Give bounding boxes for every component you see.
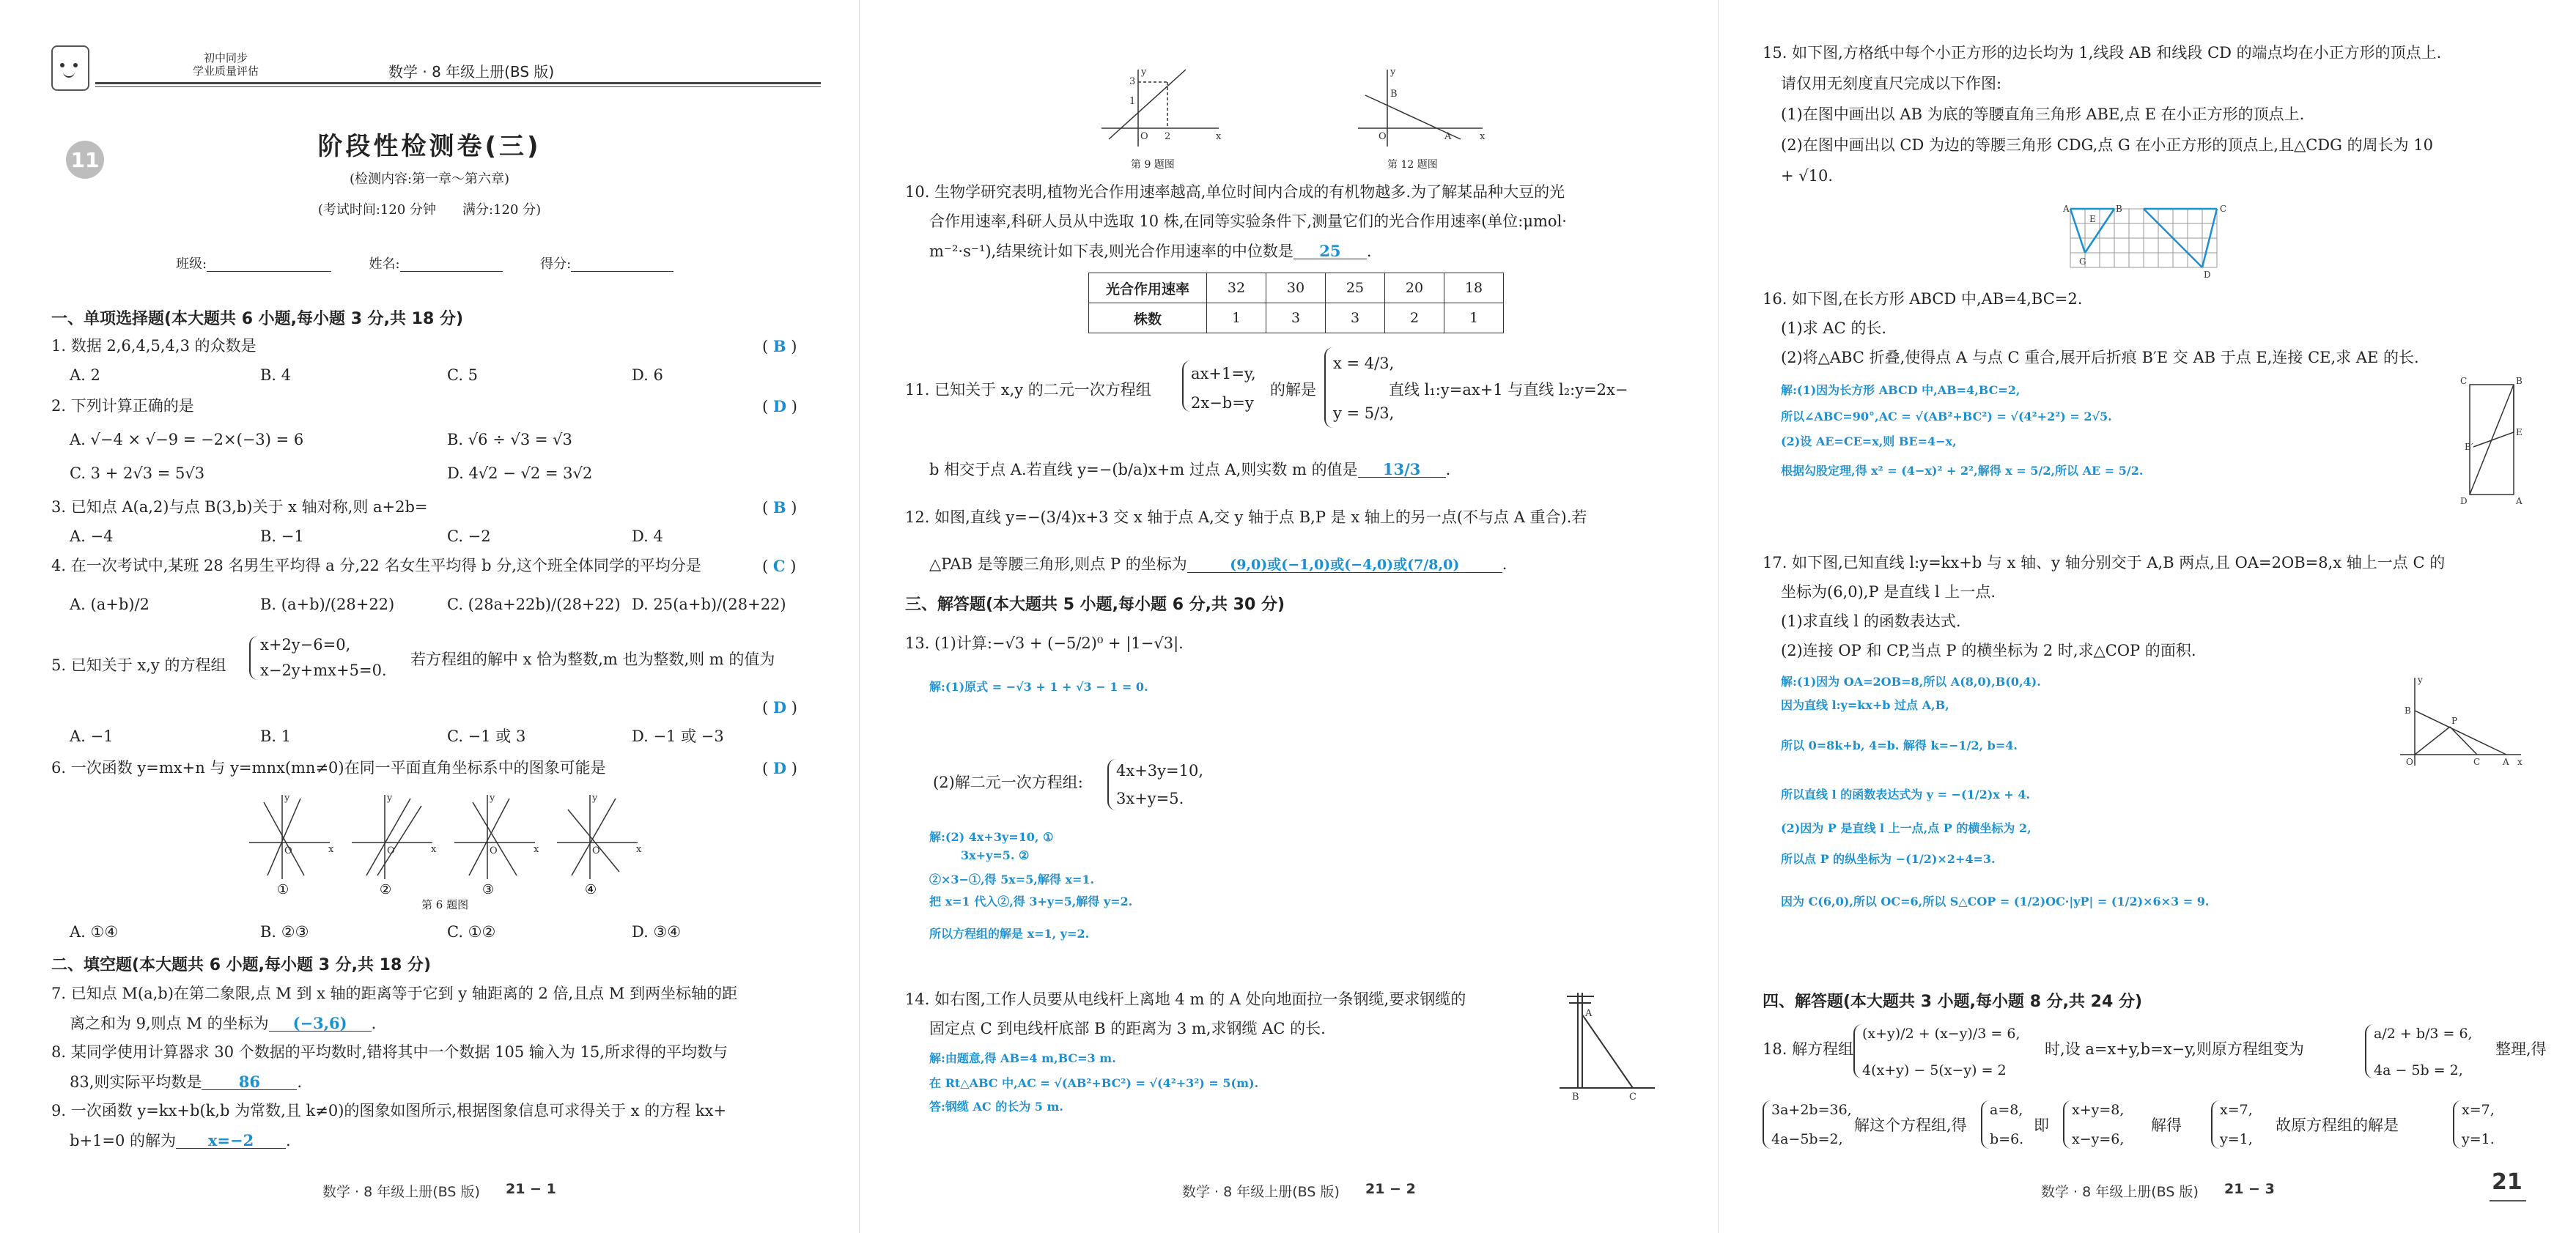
q6-label-2: ② [380, 882, 392, 897]
q16-sol-1: 解:(1)因为长方形 ABCD 中,AB=4,BC=2, [1781, 383, 2020, 397]
paper-number-badge: 11 [66, 141, 104, 179]
q18-sys-8: b=6. [1990, 1131, 2024, 1147]
table-cell: 3 [1326, 303, 1385, 333]
q3-answer: ( B ) [762, 498, 797, 516]
q18-brace-6 [2211, 1100, 2220, 1149]
student-info [176, 258, 673, 272]
q18-sys-5: 3a+2b=36, [1771, 1102, 1852, 1118]
q13a-stem: 13. (1)计算:−√3 + (−5/2)⁰ + |1−√3|. [905, 634, 1184, 652]
q11-sol-2: y = 5/3, [1333, 404, 1395, 422]
paper-title: 阶段性检测卷(三) [317, 132, 542, 161]
table-row [1089, 303, 1504, 333]
q13b-stem: (2)解二元一次方程组: [933, 774, 1083, 791]
footer-subject-p3: 数学 · 8 年级上册(BS 版) [2041, 1184, 2199, 1200]
q10-line-1: 10. 生物学研究表明,植物光合作用速率越高,单位时间内合成的有机物越多.为了解某品种大豆的光 [905, 183, 1565, 201]
q18-text-3: 整理,得 [2495, 1040, 2547, 1058]
q18-text-5: 即 [2034, 1117, 2049, 1134]
q6-answer: ( D ) [762, 759, 797, 777]
table-cell: 20 [1385, 273, 1444, 303]
q10-line-2: 合作用速率,科研人员从中选取 10 株,在同等实验条件下,测量它们的光合作用速率(单位:μmol· [929, 212, 1567, 230]
svg-text:3: 3 [1129, 76, 1136, 87]
q7-answer: (−3,6) [269, 1015, 372, 1032]
q18-text-2: 时,设 a=x+y,b=x−y,则原方程组变为 [2045, 1040, 2304, 1058]
q17-line-3: (1)求直线 l 的函数表达式. [1781, 612, 1961, 630]
q1-option-d: D. 6 [632, 366, 663, 384]
q6-caption: 第 6 题图 [421, 898, 469, 911]
q11-answer: 13/3 [1358, 462, 1446, 478]
name-field[interactable] [400, 258, 503, 272]
fig-12-graph [1351, 66, 1490, 154]
q18-sys-14: y=1. [2462, 1131, 2495, 1147]
table-cell: 1 [1207, 303, 1266, 333]
q4-option-c: C. (28a+22b)/(28+22) [447, 596, 621, 613]
table-cell: 18 [1444, 273, 1504, 303]
q4-answer: ( C ) [762, 557, 797, 575]
table-cell: 25 [1326, 273, 1385, 303]
q6-label-1: ① [277, 882, 289, 897]
table-row [1089, 273, 1504, 303]
svg-text:O: O [490, 845, 498, 856]
page-2 [859, 0, 1719, 1233]
score-field[interactable] [571, 258, 673, 272]
q2-answer: ( D ) [762, 397, 797, 415]
q3-option-b: B. −1 [260, 527, 304, 545]
svg-text:A: A [2516, 496, 2523, 506]
table-cell: 光合作用速率 [1089, 273, 1207, 303]
q11-post: 直线 l₁:y=ax+1 与直线 l₂:y=2x− [1389, 381, 1628, 399]
footer-page-3: 21 − 3 [2224, 1181, 2275, 1197]
q15-line-1: 15. 如下图,方格纸中每个小正方形的边长均为 1,线段 AB 和线段 CD 的端点均在小正方形的顶点上. [1763, 44, 2442, 62]
q17-line-2: 坐标为(6,0),P 是直线 l 上一点. [1781, 583, 1996, 601]
svg-text:x: x [1216, 131, 1222, 142]
svg-text:C: C [2220, 204, 2227, 214]
q13b-sol-4: 把 x=1 代入②,得 3+y=5,解得 y=2. [929, 895, 1133, 908]
svg-text:D: D [2460, 496, 2468, 506]
q9-line-1: 9. 一次函数 y=kx+b(k,b 为常数,且 k≠0)的图象如图所示,根据图象信息可求得关于 x 的方程 kx+ [51, 1102, 727, 1119]
svg-text:B′: B′ [2465, 442, 2473, 452]
svg-text:x: x [1480, 131, 1486, 142]
svg-text:B: B [2405, 706, 2411, 716]
svg-text:y: y [2418, 675, 2423, 685]
section-1-title: 一、单项选择题(本大题共 6 小题,每小题 3 分,共 18 分) [51, 310, 464, 328]
q2-stem: 2. 下列计算正确的是 [51, 397, 194, 415]
q18-brace-3 [1763, 1100, 1771, 1149]
q6-graphs [235, 788, 689, 897]
svg-text:O: O [387, 845, 395, 856]
q15-line-3: (1)在图中画出以 AB 为底的等腰直角三角形 ABE,点 E 在小正方形的顶点上. [1781, 105, 2305, 123]
footer-page-1: 21 − 1 [506, 1181, 556, 1197]
q1-option-b: B. 4 [260, 366, 292, 384]
q6-option-a: A. ①④ [70, 923, 119, 941]
q14-line-1: 14. 如右图,工作人员要从电线杆上离地 4 m 的 A 处向地面拉一条钢缆,要求钢缆的 [905, 991, 1466, 1008]
q16-sol-4: 根据勾股定理,得 x² = (4−x)² + 2²,解得 x = 5/2,所以 AE = 5/2. [1781, 464, 2144, 478]
q18-brace-7 [2453, 1100, 2462, 1149]
paper-scope: (检测内容:第一章～第六章) [349, 171, 510, 187]
q10-table [1088, 273, 1504, 333]
q17-sol-1: 解:(1)因为 OA=2OB=8,所以 A(8,0),B(0,4). [1781, 675, 2041, 689]
svg-text:B: B [1572, 1092, 1579, 1103]
q5-option-d: D. −1 或 −3 [632, 727, 724, 745]
q9-line-2: b+1=0 的解为 x=−2 . [70, 1131, 291, 1149]
svg-text:2: 2 [1165, 131, 1171, 142]
svg-text:y: y [1390, 67, 1396, 78]
svg-text:B: B [2516, 376, 2523, 386]
svg-text:O: O [1379, 131, 1387, 142]
q16-sol-3: (2)设 AE=CE=x,则 BE=4−x, [1781, 434, 1957, 448]
q17-sol-3: 所以 0=8k+b, 4=b. 解得 k=−1/2, b=4. [1781, 738, 2018, 752]
q8-line-1: 8. 某同学使用计算器求 30 个数据的平均数时,错将其中一个数据 105 输入为 15,所求得的平均数与 [51, 1043, 728, 1061]
svg-text:C: C [2460, 376, 2468, 386]
q11-line-2: b 相交于点 A.若直线 y=−(b/a)x+m 过点 A,则实数 m 的值是 13/3 . [929, 460, 1451, 478]
q17-line-figure [2393, 674, 2525, 769]
q5-option-c: C. −1 或 3 [447, 727, 526, 745]
table-cell: 1 [1444, 303, 1504, 333]
q3-option-c: C. −2 [447, 527, 491, 545]
score-label: 得分: [540, 256, 572, 272]
svg-text:A: A [2503, 757, 2509, 767]
q17-sol-5: (2)因为 P 是直线 l 上一点,点 P 的横坐标为 2, [1781, 821, 2031, 835]
q17-line-4: (2)连接 OP 和 CP,当点 P 的横坐标为 2 时,求△COP 的面积. [1781, 642, 2196, 659]
fig-12-caption: 第 12 题图 [1387, 159, 1438, 171]
q18-sys-3: a/2 + b/3 = 6, [2374, 1026, 2473, 1042]
svg-text:x: x [2517, 757, 2523, 767]
svg-text:y: y [1141, 67, 1147, 78]
q11-sys-2: 2x−b=y [1191, 394, 1254, 412]
q11-mid: 的解是 [1270, 381, 1316, 399]
q6-option-b: B. ②③ [260, 923, 309, 941]
q6-label-4: ④ [585, 882, 597, 897]
q4-option-d: D. 25(a+b)/(28+22) [632, 596, 786, 613]
logo-text: 初中同步 学业质量评估 [192, 51, 259, 78]
q5-answer: ( D ) [762, 698, 797, 717]
svg-text:E: E [2516, 427, 2523, 437]
q16-rectangle-figure [2459, 374, 2532, 506]
class-label: 班级: [176, 256, 207, 272]
q5-sys-2: x−2y+mx+5=0. [260, 662, 387, 679]
q5-tail: 若方程组的解中 x 恰为整数,m 也为整数,则 m 的值为 [410, 651, 775, 668]
header-rule [95, 82, 821, 84]
q14-sol-3: 答:钢缆 AC 的长为 5 m. [929, 1100, 1063, 1114]
corner-rule [2490, 1200, 2526, 1201]
page-3 [1718, 0, 2576, 1233]
svg-text:x: x [431, 844, 437, 855]
class-field[interactable] [207, 258, 331, 272]
q5-brace [249, 636, 258, 680]
svg-text:x: x [534, 844, 539, 855]
q13b-sys-1: 4x+3y=10, [1116, 762, 1204, 780]
q6-option-c: C. ①② [447, 923, 496, 941]
q14-pole-figure [1556, 985, 1658, 1103]
svg-text:y: y [387, 793, 393, 804]
q9-answer: x=−2 [176, 1133, 286, 1149]
q16-sol-2: 所以∠ABC=90°,AC = √(AB²+BC²) = √(4²+2²) = 2√5. [1781, 410, 2112, 423]
section-4-title: 四、解答题(本大题共 3 小题,每小题 8 分,共 24 分) [1763, 993, 2143, 1011]
svg-text:C: C [2473, 757, 2481, 767]
q18-text-4: 解这个方程组,得 [1854, 1117, 1967, 1134]
q18-brace-5 [2063, 1100, 2072, 1149]
svg-text:x: x [328, 844, 334, 855]
footer-subject-p2: 数学 · 8 年级上册(BS 版) [1182, 1184, 1340, 1200]
q11-sol-brace [1324, 347, 1333, 428]
footer-subject-p1: 数学 · 8 年级上册(BS 版) [322, 1184, 480, 1200]
q3-option-a: A. −4 [70, 527, 114, 545]
q17-line-1: 17. 如下图,已知直线 l:y=kx+b 与 x 轴、y 轴分别交于 A,B 两点,且 OA=2OB=8,x 轴上一点 C 的 [1763, 554, 2446, 571]
q3-option-d: D. 4 [632, 527, 663, 545]
svg-text:A: A [2063, 204, 2070, 214]
svg-text:B: B [1390, 89, 1398, 100]
header-rule-thin [95, 86, 821, 87]
svg-text:P: P [2451, 716, 2458, 726]
q1-answer: ( B ) [762, 337, 797, 355]
q13b-sol-2: 3x+y=5. ② [961, 848, 1030, 862]
q11-sys-1: ax+1=y, [1191, 365, 1256, 382]
paper-time-score: (考试时间:120 分钟 满分:120 分) [317, 202, 542, 218]
q17-sol-6: 所以点 P 的纵坐标为 −(1/2)×2+4=3. [1781, 852, 1996, 866]
q14-line-2: 固定点 C 到电线杆底部 B 的距离为 3 m,求钢缆 AC 的长. [929, 1020, 1326, 1037]
q17-sol-2: 因为直线 l:y=kx+b 过点 A,B, [1781, 698, 1949, 712]
q2-option-b: B. √6 ÷ √3 = √3 [447, 431, 572, 448]
q13b-sol-5: 所以方程组的解是 x=1, y=2. [929, 927, 1090, 941]
header-subject: 数学 · 8 年级上册(BS 版) [388, 63, 555, 81]
q18-sys-1: (x+y)/2 + (x−y)/3 = 6, [1862, 1026, 2020, 1042]
q8-line-2: 83,则实际平均数是 86 . [70, 1073, 303, 1091]
q18-sys-4: 4a − 5b = 2, [2374, 1062, 2463, 1078]
q17-sol-7: 因为 C(6,0),所以 OC=6,所以 S△COP = (1/2)OC·|yP| = (1/2)×6×3 = 9. [1781, 895, 2210, 908]
q2-option-d: D. 4√2 − √2 = 3√2 [447, 464, 593, 482]
q6-label-3: ③ [482, 882, 495, 897]
q18-sys-11: x=7, [2220, 1102, 2253, 1118]
svg-text:O: O [284, 845, 292, 856]
q18-sys-2: 4(x+y) − 5(x−y) = 2 [1862, 1062, 2007, 1078]
table-cell: 30 [1266, 273, 1326, 303]
svg-text:O: O [592, 845, 600, 856]
q3-stem: 3. 已知点 A(a,2)与点 B(3,b)关于 x 轴对称,则 a+2b= [51, 498, 428, 516]
q4-option-b: B. (a+b)/(28+22) [260, 596, 395, 613]
q4-stem: 4. 在一次考试中,某班 28 名男生平均得 a 分,22 名女生平均得 b 分,这个班全体同学的平均分是 [51, 557, 701, 574]
svg-text:y: y [490, 793, 495, 804]
svg-text:E: E [2089, 214, 2096, 224]
q15-line-5: + √10. [1781, 167, 1834, 185]
q18-brace-1 [1853, 1024, 1862, 1078]
q11-sol-1: x = 4/3, [1333, 355, 1395, 372]
q6-option-d: D. ③④ [632, 923, 682, 941]
q12-line-2: △PAB 是等腰三角形,则点 P 的坐标为 (9,0)或(−1,0)或(−4,0)或(7/8,0) . [929, 555, 1507, 573]
fig-9-caption: 第 9 题图 [1131, 159, 1175, 171]
svg-text:C: C [1629, 1092, 1636, 1103]
q1-stem: 1. 数据 2,6,4,5,4,3 的众数是 [51, 337, 257, 355]
q18-sys-6: 4a−5b=2, [1771, 1131, 1843, 1147]
q18-sys-10: x−y=6, [2072, 1131, 2125, 1147]
q1-option-c: C. 5 [447, 366, 479, 384]
q18-brace-4 [1981, 1100, 1990, 1149]
q15-grid-figure [2063, 201, 2239, 282]
q16-line-2: (1)求 AC 的长. [1781, 319, 1887, 337]
svg-text:1: 1 [1129, 96, 1136, 107]
svg-text:D: D [2204, 270, 2211, 280]
svg-text:G: G [2079, 256, 2086, 267]
q18-sys-12: y=1, [2220, 1131, 2253, 1147]
q18-sys-13: x=7, [2462, 1102, 2495, 1118]
q5-stem: 5. 已知关于 x,y 的方程组 [51, 656, 226, 674]
q13b-sys-2: 3x+y=5. [1116, 790, 1184, 807]
q11-brace [1182, 360, 1191, 412]
q10-line-3: m⁻²·s⁻¹),结果统计如下表,则光合作用速率的中位数是 25 . [929, 242, 1372, 260]
q13b-brace [1107, 759, 1116, 810]
q16-line-1: 16. 如下图,在长方形 ABCD 中,AB=4,BC=2. [1763, 290, 2083, 308]
section-3-title: 三、解答题(本大题共 5 小题,每小题 6 分,共 30 分) [905, 596, 1285, 614]
q13a-solution: 解:(1)原式 = −√3 + 1 + √3 − 1 = 0. [929, 680, 1148, 694]
footer-page-2: 21 − 2 [1365, 1181, 1416, 1197]
q2-option-a: A. √−4 × √−9 = −2×(−3) = 6 [70, 431, 304, 448]
q6-stem: 6. 一次函数 y=mx+n 与 y=mnx(mn≠0)在同一平面直角坐标系中的图象可能是 [51, 759, 606, 777]
q1-option-a: A. 2 [70, 366, 100, 384]
q16-line-3: (2)将△ABC 折叠,使得点 A 与点 C 重合,展开后折痕 B′E 交 AB 于点 E,连接 CE,求 AE 的长. [1781, 349, 2419, 366]
q12-answer: (9,0)或(−1,0)或(−4,0)或(7/8,0) [1187, 558, 1502, 573]
q4-option-a: A. (a+b)/2 [70, 596, 150, 613]
svg-text:y: y [592, 793, 598, 804]
q8-answer: 86 [202, 1074, 297, 1090]
svg-text:O: O [1140, 131, 1148, 142]
corner-page-number: 21 [2492, 1169, 2523, 1195]
q15-line-2: 请仅用无刻度直尺完成以下作图: [1781, 75, 2002, 92]
svg-text:x: x [636, 844, 642, 855]
svg-text:B: B [2116, 204, 2122, 214]
table-cell: 3 [1266, 303, 1326, 333]
q7-line-2: 离之和为 9,则点 M 的坐标为 (−3,6) . [70, 1014, 377, 1032]
svg-text:y: y [284, 793, 290, 804]
q15-line-4: (2)在图中画出以 CD 为边的等腰三角形 CDG,点 G 在小正方形的顶点上,且△CDG 的周长为 10 [1781, 136, 2433, 154]
q18-text-6: 解得 [2151, 1117, 2182, 1134]
q18-sys-7: a=8, [1990, 1102, 2023, 1118]
section-2-title: 二、填空题(本大题共 6 小题,每小题 3 分,共 18 分) [51, 956, 432, 974]
q7-line-1: 7. 已知点 M(a,b)在第二象限,点 M 到 x 轴的距离等于它到 y 轴距离的 2 倍,且点 M 到两坐标轴的距 [51, 985, 738, 1002]
q10-answer: 25 [1293, 243, 1367, 259]
q18-sys-9: x+y=8, [2072, 1102, 2125, 1118]
mascot-logo [51, 45, 89, 91]
q5-option-b: B. 1 [260, 727, 292, 745]
page-1 [0, 0, 859, 1233]
q13b-sol-3: ②×3−①,得 5x=5,解得 x=1. [929, 873, 1095, 886]
q13b-sol-1: 解:(2) 4x+3y=10, ① [929, 830, 1054, 844]
q5-option-a: A. −1 [70, 727, 114, 745]
fig-9-graph [1094, 66, 1226, 154]
q18-brace-2 [2365, 1024, 2374, 1078]
q18-text-1: 18. 解方程组 [1763, 1040, 1854, 1058]
svg-text:O: O [2406, 757, 2413, 767]
svg-text:A: A [1585, 1008, 1593, 1019]
q2-option-c: C. 3 + 2√3 = 5√3 [70, 464, 205, 482]
q12-line-1: 12. 如图,直线 y=−(3/4)x+3 交 x 轴于点 A,交 y 轴于点 B,P 是 x 轴上的另一点(不与点 A 重合).若 [905, 508, 1587, 526]
q14-sol-1: 解:由题意,得 AB=4 m,BC=3 m. [929, 1051, 1116, 1065]
q18-text-7: 故原方程组的解是 [2276, 1117, 2399, 1134]
q11-pre: 11. 已知关于 x,y 的二元一次方程组 [905, 381, 1151, 399]
q14-sol-2: 在 Rt△ABC 中,AC = √(AB²+BC²) = √(4²+3²) = 5(m). [929, 1076, 1259, 1090]
q5-sys-1: x+2y−6=0, [260, 636, 351, 653]
table-cell: 株数 [1089, 303, 1207, 333]
svg-text:A: A [1444, 131, 1452, 142]
name-label: 姓名: [369, 256, 400, 272]
q17-sol-4: 所以直线 l 的函数表达式为 y = −(1/2)x + 4. [1781, 788, 2031, 801]
table-cell: 32 [1207, 273, 1266, 303]
table-cell: 2 [1385, 303, 1444, 333]
